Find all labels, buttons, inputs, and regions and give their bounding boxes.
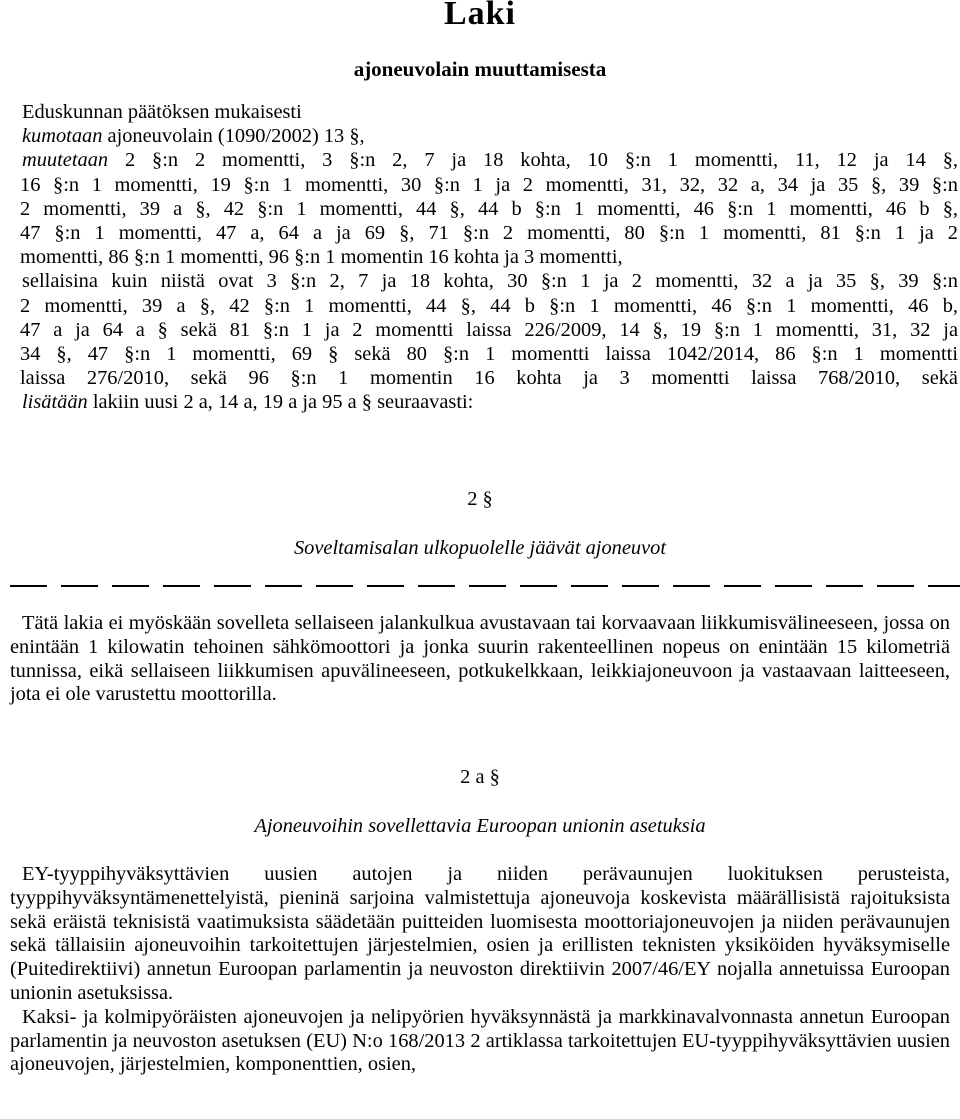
preamble-sellaisina-line-4: 34 §, 47 §:n 1 momentti, 69 § sekä 80 §:n 1 momentti laissa 1042/2014, 86 §:n 1 momentti [20, 343, 958, 366]
lisataan-keyword: lisätään [22, 391, 88, 414]
preamble-muutetaan-line-4: 47 §:n 1 momentti, 47 a, 64 a ja 69 §, 71 §:n 2 momentti, 80 §:n 1 momentti, 81 §:n 1 ja 2 [20, 222, 958, 245]
omission-dashed-line [10, 585, 960, 587]
preamble-muutetaan-line-2: 16 §:n 1 momentti, 19 §:n 1 momentti, 30 §:n 1 ja 2 momentti, 31, 32, 32 a, 34 ja 35 §, 39 §:n [20, 173, 958, 196]
preamble-sellaisina-line-2: 2 momentti, 39 a §, 42 §:n 1 momentti, 44 §, 44 b §:n 1 momentti, 46 §:n 1 momentti, 46 b, [20, 294, 958, 317]
kumotaan-text: ajoneuvolain (1090/2002) 13 §, [102, 125, 365, 148]
section-2a-paragraph-1: EY-tyyppihyväksyttävien uusien autojen ja niiden perävaunujen luokituksen perusteista, tyyppihyväksyntämenettelyistä, pieninä sarjoina valmistettuja ajoneuvoja koskevista määrällisistä rajoituksista sekä eräistä teknisistä vaatimuksista säädetään puitteiden luomisesta moottoriajoneuvojen ja niiden perävaunujen sekä tällaisiin ajoneuvoihin tarkoitettujen järjestelmien, osien ja erillisten teknisten yksiköiden hyväksymiselle (Puitedirektiivi) annetun Euroopan parlamentin ja neuvoston direktiivin 2007/46/EY nojalla annetuissa Euroopan unionin asetuksissa. [10, 863, 950, 1004]
section-2-paragraph: Tätä lakia ei myöskään sovelleta sellaiseen jalankulkua avustavaan tai korvaavaan liikkumisvälineeseen, jossa on enintään 1 kilowatin tehoinen sähkömoottori ja jonka suurin rakenteellinen nopeus on enintään 15 kilometriä tunnissa, eikä sellaiseen liikkumisen apuvälineeseen, potkukelkkaan, leikkiajoneuvoon ja vastaavaan laitteeseen, jota ei ole varustettu moottorilla. [10, 612, 950, 706]
section-2a-paragraph-2: Kaksi- ja kolmipyöräisten ajoneuvojen ja nelipyörien hyväksynnästä ja markkinavalvonnasta annetun Euroopan parlamentin ja neuvoston asetuksen (EU) N:o 168/2013 2 artiklassa tarkoitettujen EU-tyyppihyväksyttävien uusien ajoneuvojen, järjestelmien, komponenttien, osien, [10, 1005, 950, 1076]
preamble-sellaisina-line-1: sellaisina kuin niistä ovat 3 §:n 2, 7 ja 18 kohta, 30 §:n 1 ja 2 momentti, 32 a ja 35 §, 39 §:n [22, 270, 958, 293]
preamble-sellaisina-line-3: 47 a ja 64 a § sekä 81 §:n 1 ja 2 momentti laissa 226/2009, 14 §, 19 §:n 1 momentti, 31, 32 ja [20, 318, 958, 341]
preamble-lisataan [22, 390, 958, 414]
muutetaan-keyword: muutetaan [22, 149, 109, 172]
section-2-body [10, 612, 950, 707]
section-2-heading: Soveltamisalan ulkopuolelle jäävät ajoneuvot [293, 537, 667, 559]
law-subtitle: ajoneuvolain muuttamisesta [353, 57, 607, 81]
preamble [22, 100, 958, 415]
preamble-sellaisina-line-5: laissa 276/2010, sekä 96 §:n 1 momentin 16 kohta ja 3 momentti laissa 768/2010, sekä [20, 367, 958, 390]
section-2a-body [10, 863, 950, 1077]
section-2a-number: 2 a § [460, 766, 500, 788]
preamble-muutetaan-line-1 [22, 148, 958, 172]
preamble-intro: Eduskunnan päätöksen mukaisesti [22, 101, 302, 123]
preamble-kumotaan [22, 124, 958, 148]
muutetaan-line-text: 2 §:n 2 momentti, 3 §:n 2, 7 ja 18 kohta, 10 §:n 1 momentti, 11, 12 ja 14 §, [108, 149, 958, 172]
preamble-muutetaan-line-5: momentti, 86 §:n 1 momentti, 96 §:n 1 momentin 16 kohta ja 3 momentti, [20, 246, 623, 269]
section-2a-heading: Ajoneuvoihin sovellettavia Euroopan unionin asetuksia [254, 815, 706, 837]
section-2-number: 2 § [467, 488, 493, 510]
preamble-muutetaan-line-3: 2 momentti, 39 a §, 42 §:n 1 momentti, 44 §, 44 b §:n 1 momentti, 46 §:n 1 momentti, 46 b §, [20, 197, 958, 220]
kumotaan-keyword: kumotaan [22, 125, 103, 148]
lisataan-text: lakiin uusi 2 a, 14 a, 19 a ja 95 a § seuraavasti: [87, 391, 474, 414]
law-title: Laki [443, 0, 517, 32]
